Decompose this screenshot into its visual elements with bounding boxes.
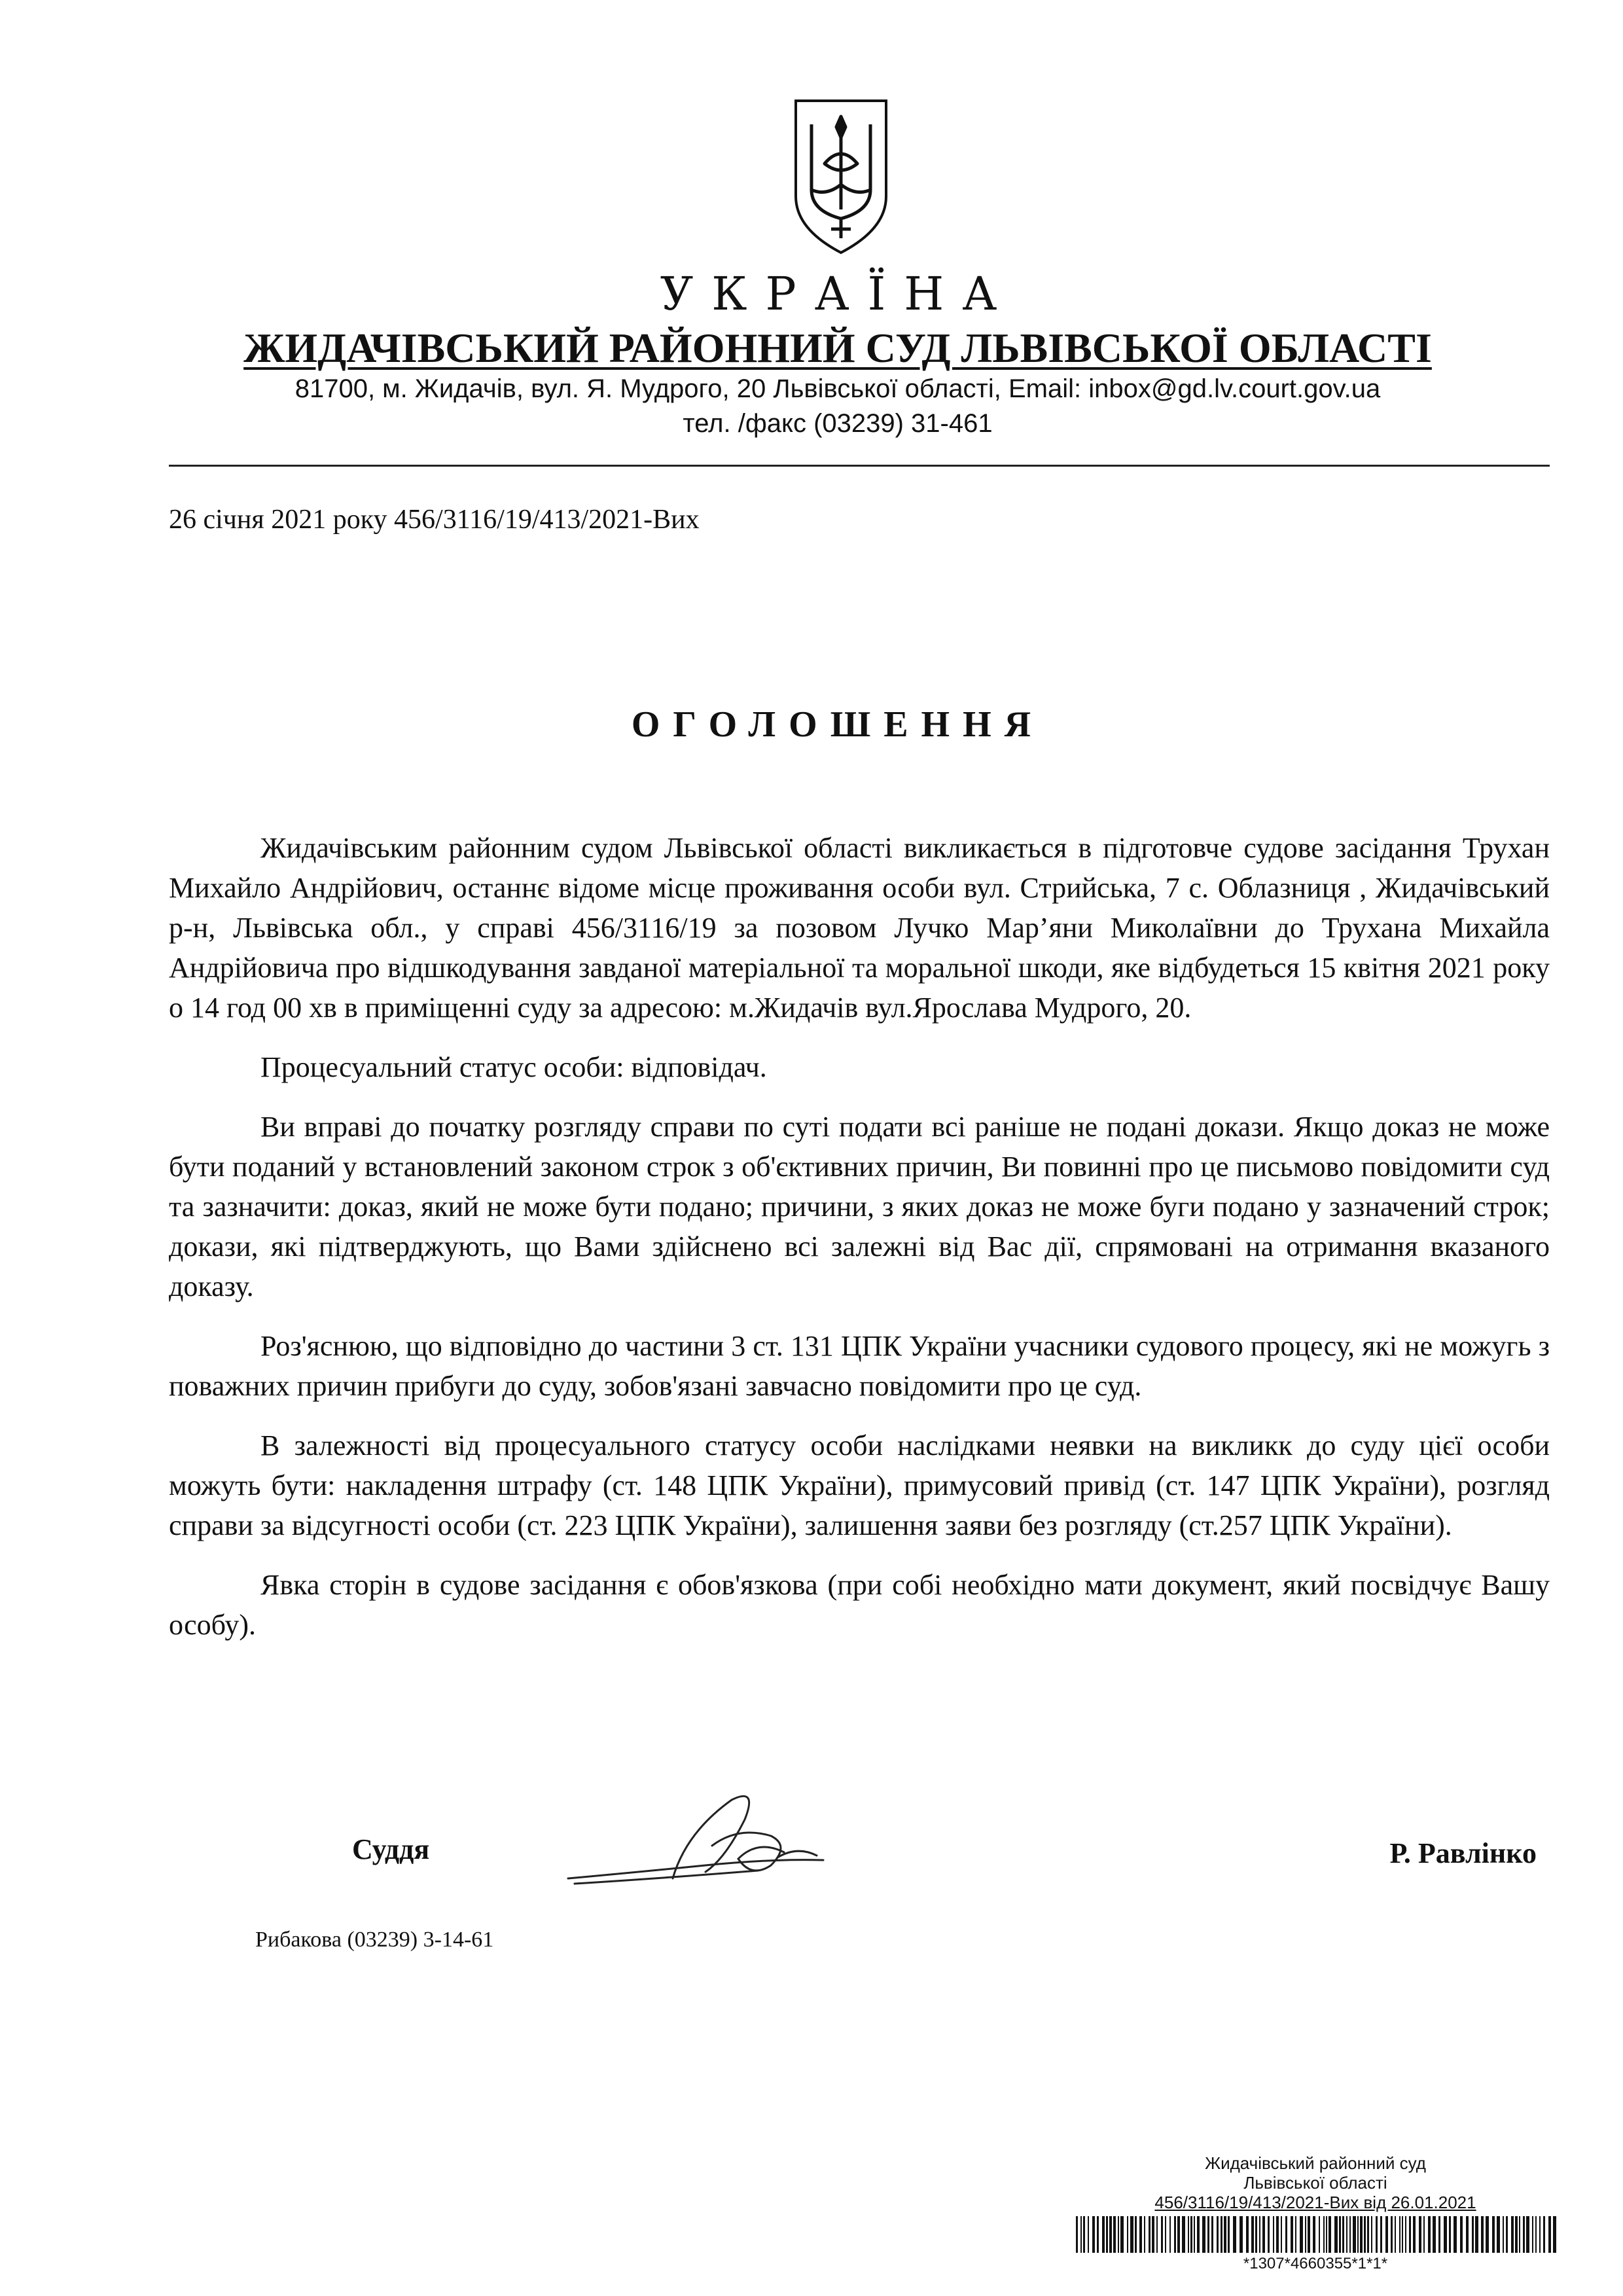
barcode-bar [1120, 2216, 1124, 2253]
barcode-bar [1228, 2216, 1230, 2253]
barcode-bar [1511, 2216, 1514, 2253]
barcode-bar [1106, 2216, 1108, 2253]
paragraph: Явка сторін в судове засідання є обов'язкова (при собі необхідно мати документ, який посвідчує Вашу особу). [169, 1569, 1550, 1641]
barcode-bar [1149, 2216, 1150, 2253]
stamp-court-line: Жидачівський районний суд [1205, 2153, 1426, 2173]
judge-name: Р. Равлінко [1389, 1837, 1537, 1869]
barcode-bar [1273, 2216, 1274, 2253]
barcode-bar [1197, 2216, 1200, 2253]
barcode-bar [1233, 2216, 1236, 2253]
barcode-bar [1346, 2216, 1347, 2253]
barcode-bar [1109, 2216, 1112, 2253]
handwritten-signature [562, 1780, 836, 1905]
barcode-bar [1402, 2216, 1403, 2253]
barcode-bar [1454, 2216, 1457, 2253]
barcode-bar [1523, 2216, 1525, 2253]
court-address: 81700, м. Жидачів, вул. Я. Мудрого, 20 Львівської області, Email: inbox@gd.lv.court.gov.ua [294, 374, 1381, 403]
barcode-bar [1188, 2216, 1189, 2253]
barcode-bar [1177, 2216, 1180, 2253]
barcode-bar [1194, 2216, 1195, 2253]
barcode-bar [1262, 2216, 1265, 2253]
barcode-bar [1080, 2216, 1082, 2253]
barcode-bar [1259, 2216, 1260, 2253]
barcode-bar [1165, 2216, 1166, 2253]
barcode-bar [1486, 2216, 1489, 2253]
barcode-bar [1553, 2216, 1556, 2253]
barcode-bar [1497, 2216, 1500, 2253]
barcode-bar [1339, 2216, 1341, 2253]
date-and-reference: 26 січня 2021 року 456/3116/19/413/2021-Вих [169, 505, 700, 535]
paragraph: В залежності від процесуального статусу особи наслідками неявки на викликк до суду цієї особи можуть бути: накладення штрафу (ст. 148 ЦПК України), примусовий привід (ст. 147 ЦПК України), розгляд справи за відсугності особи (ст. 223 ЦПК України), залишення заяви без розгляду (ст.257 ЦПК України). [169, 1429, 1550, 1541]
barcode-bar [1433, 2216, 1436, 2253]
barcode-bar [1156, 2216, 1158, 2253]
barcode-bar [1472, 2216, 1474, 2253]
barcode-bar [1460, 2216, 1463, 2253]
barcode-bar [1428, 2216, 1431, 2253]
barcode-bar [1360, 2216, 1363, 2253]
document-title: ОГОЛОШЕННЯ [631, 704, 1044, 745]
barcode-bar [1539, 2216, 1541, 2253]
notice-body [169, 828, 1550, 1664]
executor-contact: Рибакова (03239) 3-14-61 [255, 1928, 494, 1952]
barcode-bar [1076, 2216, 1078, 2253]
barcode-bar [1380, 2216, 1382, 2253]
barcode-bar [1240, 2216, 1243, 2253]
trident-emblem-icon [792, 98, 890, 255]
barcode-bar [1152, 2216, 1154, 2253]
stamp-region-line: Львівської області [1243, 2173, 1387, 2193]
barcode-bar [1308, 2216, 1310, 2253]
barcode-bar [1174, 2216, 1176, 2253]
barcode-bar [1217, 2216, 1219, 2253]
barcode-bar [1438, 2216, 1440, 2253]
barcode-bar [1144, 2216, 1145, 2253]
barcode-bar [1300, 2216, 1303, 2253]
barcode-bar [1395, 2216, 1396, 2253]
barcode-bar [1130, 2216, 1133, 2253]
barcode-bar [1357, 2216, 1359, 2253]
barcode-bar [1202, 2216, 1205, 2253]
barcode-bar [1376, 2216, 1378, 2253]
barcode-bar [1548, 2216, 1551, 2253]
court-phone: тел. /факс (03239) 31-461 [683, 409, 993, 438]
barcode-bar [1088, 2216, 1089, 2253]
barcode-bar [1102, 2216, 1105, 2253]
barcode-bar [1190, 2216, 1192, 2253]
barcode-bar [1313, 2216, 1315, 2253]
barcode-bar [1481, 2216, 1484, 2253]
barcode-bar [1113, 2216, 1116, 2253]
barcode-bar [1519, 2216, 1520, 2253]
barcode-bar [1342, 2216, 1344, 2253]
barcode-bar [1285, 2216, 1287, 2253]
barcode-bar [1268, 2216, 1270, 2253]
barcode-bar [1323, 2216, 1325, 2253]
barcode-bar [1371, 2216, 1372, 2253]
barcode-bar [1466, 2216, 1469, 2253]
barcode-bar [1169, 2216, 1171, 2253]
barcode-text: *1307*4660355*1*1* [1243, 2255, 1388, 2272]
barcode-bar [1475, 2216, 1478, 2253]
barcode-bar [1423, 2216, 1425, 2253]
barcode-bar [1255, 2216, 1257, 2253]
barcode-bar [1526, 2216, 1529, 2253]
barcode-bar [1246, 2216, 1249, 2253]
paragraph: Ви вправі до початку розгляду справи по суті подати всі раніше не подані докази. Якщо доказ не може бути поданий у встановлений законом строк з об'єктивних причин, Ви повинні про це письмово повідомити суд та зазначити: доказ, який не може бути подано; причини, з яких доказ не може буги подано у зазначений строк; докази, які підтверджують, що Вами здійснено всі залежні від Вас дії, спрямовані на отримання вказаного доказу. [169, 1111, 1550, 1302]
barcode-bar [1326, 2216, 1327, 2253]
barcode-bar [1409, 2216, 1411, 2253]
barcode-bar [1391, 2216, 1393, 2253]
barcode-bar [1532, 2216, 1533, 2253]
barcode-bar [1161, 2216, 1163, 2253]
barcode-bar [1353, 2216, 1356, 2253]
paragraph: Жидачівським районним судом Львівської області викликається в підготовче судове засідання Трухан Михайло Андрійович, останнє відоме місце проживання особи вул. Стрийська, 7 с. Облазниця , Жидачівський р-н, Львівська обл., у справі 456/3116/19 за позовом Лучко Мар’яни Миколаївни до Трухана Михайла Андрійовича про відшкодування завданої матеріальної та моральної шкоди, яке відбудеться 15 квітня 2021 року о 14 год 00 хв в приміщенні суду за адресою: м.Жидачів вул.Ярослава Мудрого, 20. [169, 832, 1550, 1024]
header-divider [169, 465, 1550, 467]
registration-stamp [1067, 2153, 1564, 2274]
barcode-bar [1135, 2216, 1137, 2253]
barcode-bar [1295, 2216, 1296, 2253]
barcode-bar [1349, 2216, 1351, 2253]
court-name: ЖИДАЧІВСЬКИЙ РАЙОННИЙ СУД ЛЬВІВСЬКОЇ ОБЛАСТІ [243, 325, 1432, 371]
barcode-bar [1367, 2216, 1369, 2253]
barcode-bar [1535, 2216, 1537, 2253]
barcode-bar [1444, 2216, 1447, 2253]
barcode-bar [1182, 2216, 1185, 2253]
barcode-bar [1251, 2216, 1254, 2253]
country-name: УКРАЇНА [660, 267, 1016, 321]
paragraph: Процесуальний статус особи: відповідач. [260, 1051, 767, 1083]
barcode-bar [1364, 2216, 1366, 2253]
barcode-bar [1118, 2216, 1119, 2253]
judge-label: Суддя [352, 1833, 430, 1865]
stamp-reference: 456/3116/19/413/2021-Вих від 26.01.2021 [1154, 2193, 1476, 2212]
barcode-bar [1334, 2216, 1338, 2253]
barcode-bar [1543, 2216, 1545, 2253]
barcode-bar [1207, 2216, 1209, 2253]
barcode-bar [1413, 2216, 1416, 2253]
barcode-bar [1276, 2216, 1279, 2253]
barcode-bar [1305, 2216, 1306, 2253]
barcode-bar [1503, 2216, 1504, 2253]
barcode-bar [1399, 2216, 1400, 2253]
barcode-bar [1139, 2216, 1142, 2253]
barcode-bar [1449, 2216, 1451, 2253]
barcode-bar [1329, 2216, 1331, 2253]
barcode-bar [1127, 2216, 1128, 2253]
barcode-bar [1291, 2216, 1293, 2253]
barcode-bar [1221, 2216, 1222, 2253]
barcode-bar [1224, 2216, 1226, 2253]
barcode-bar [1092, 2216, 1095, 2253]
barcode-bar [1515, 2216, 1518, 2253]
barcode-bar [1097, 2216, 1099, 2253]
barcode-bar [1281, 2216, 1282, 2253]
signature-block [169, 1813, 1550, 1905]
barcode-bar [1405, 2216, 1406, 2253]
barcode-bar [1385, 2216, 1388, 2253]
barcode-bar [1083, 2216, 1085, 2253]
barcode-bar [1319, 2216, 1320, 2253]
barcode-bar [1506, 2216, 1508, 2253]
paragraph: Роз'яснюю, що відповідно до частини 3 ст. 131 ЦПК України учасники судового процесу, які не можугь з поважних причин прибуги до суду, зобов'язані завчасно повідомити про це суд. [169, 1330, 1550, 1402]
barcode-bar [1492, 2216, 1495, 2253]
barcode-bar [1419, 2216, 1421, 2253]
barcode [1073, 2216, 1558, 2253]
barcode-bar [1211, 2216, 1213, 2253]
